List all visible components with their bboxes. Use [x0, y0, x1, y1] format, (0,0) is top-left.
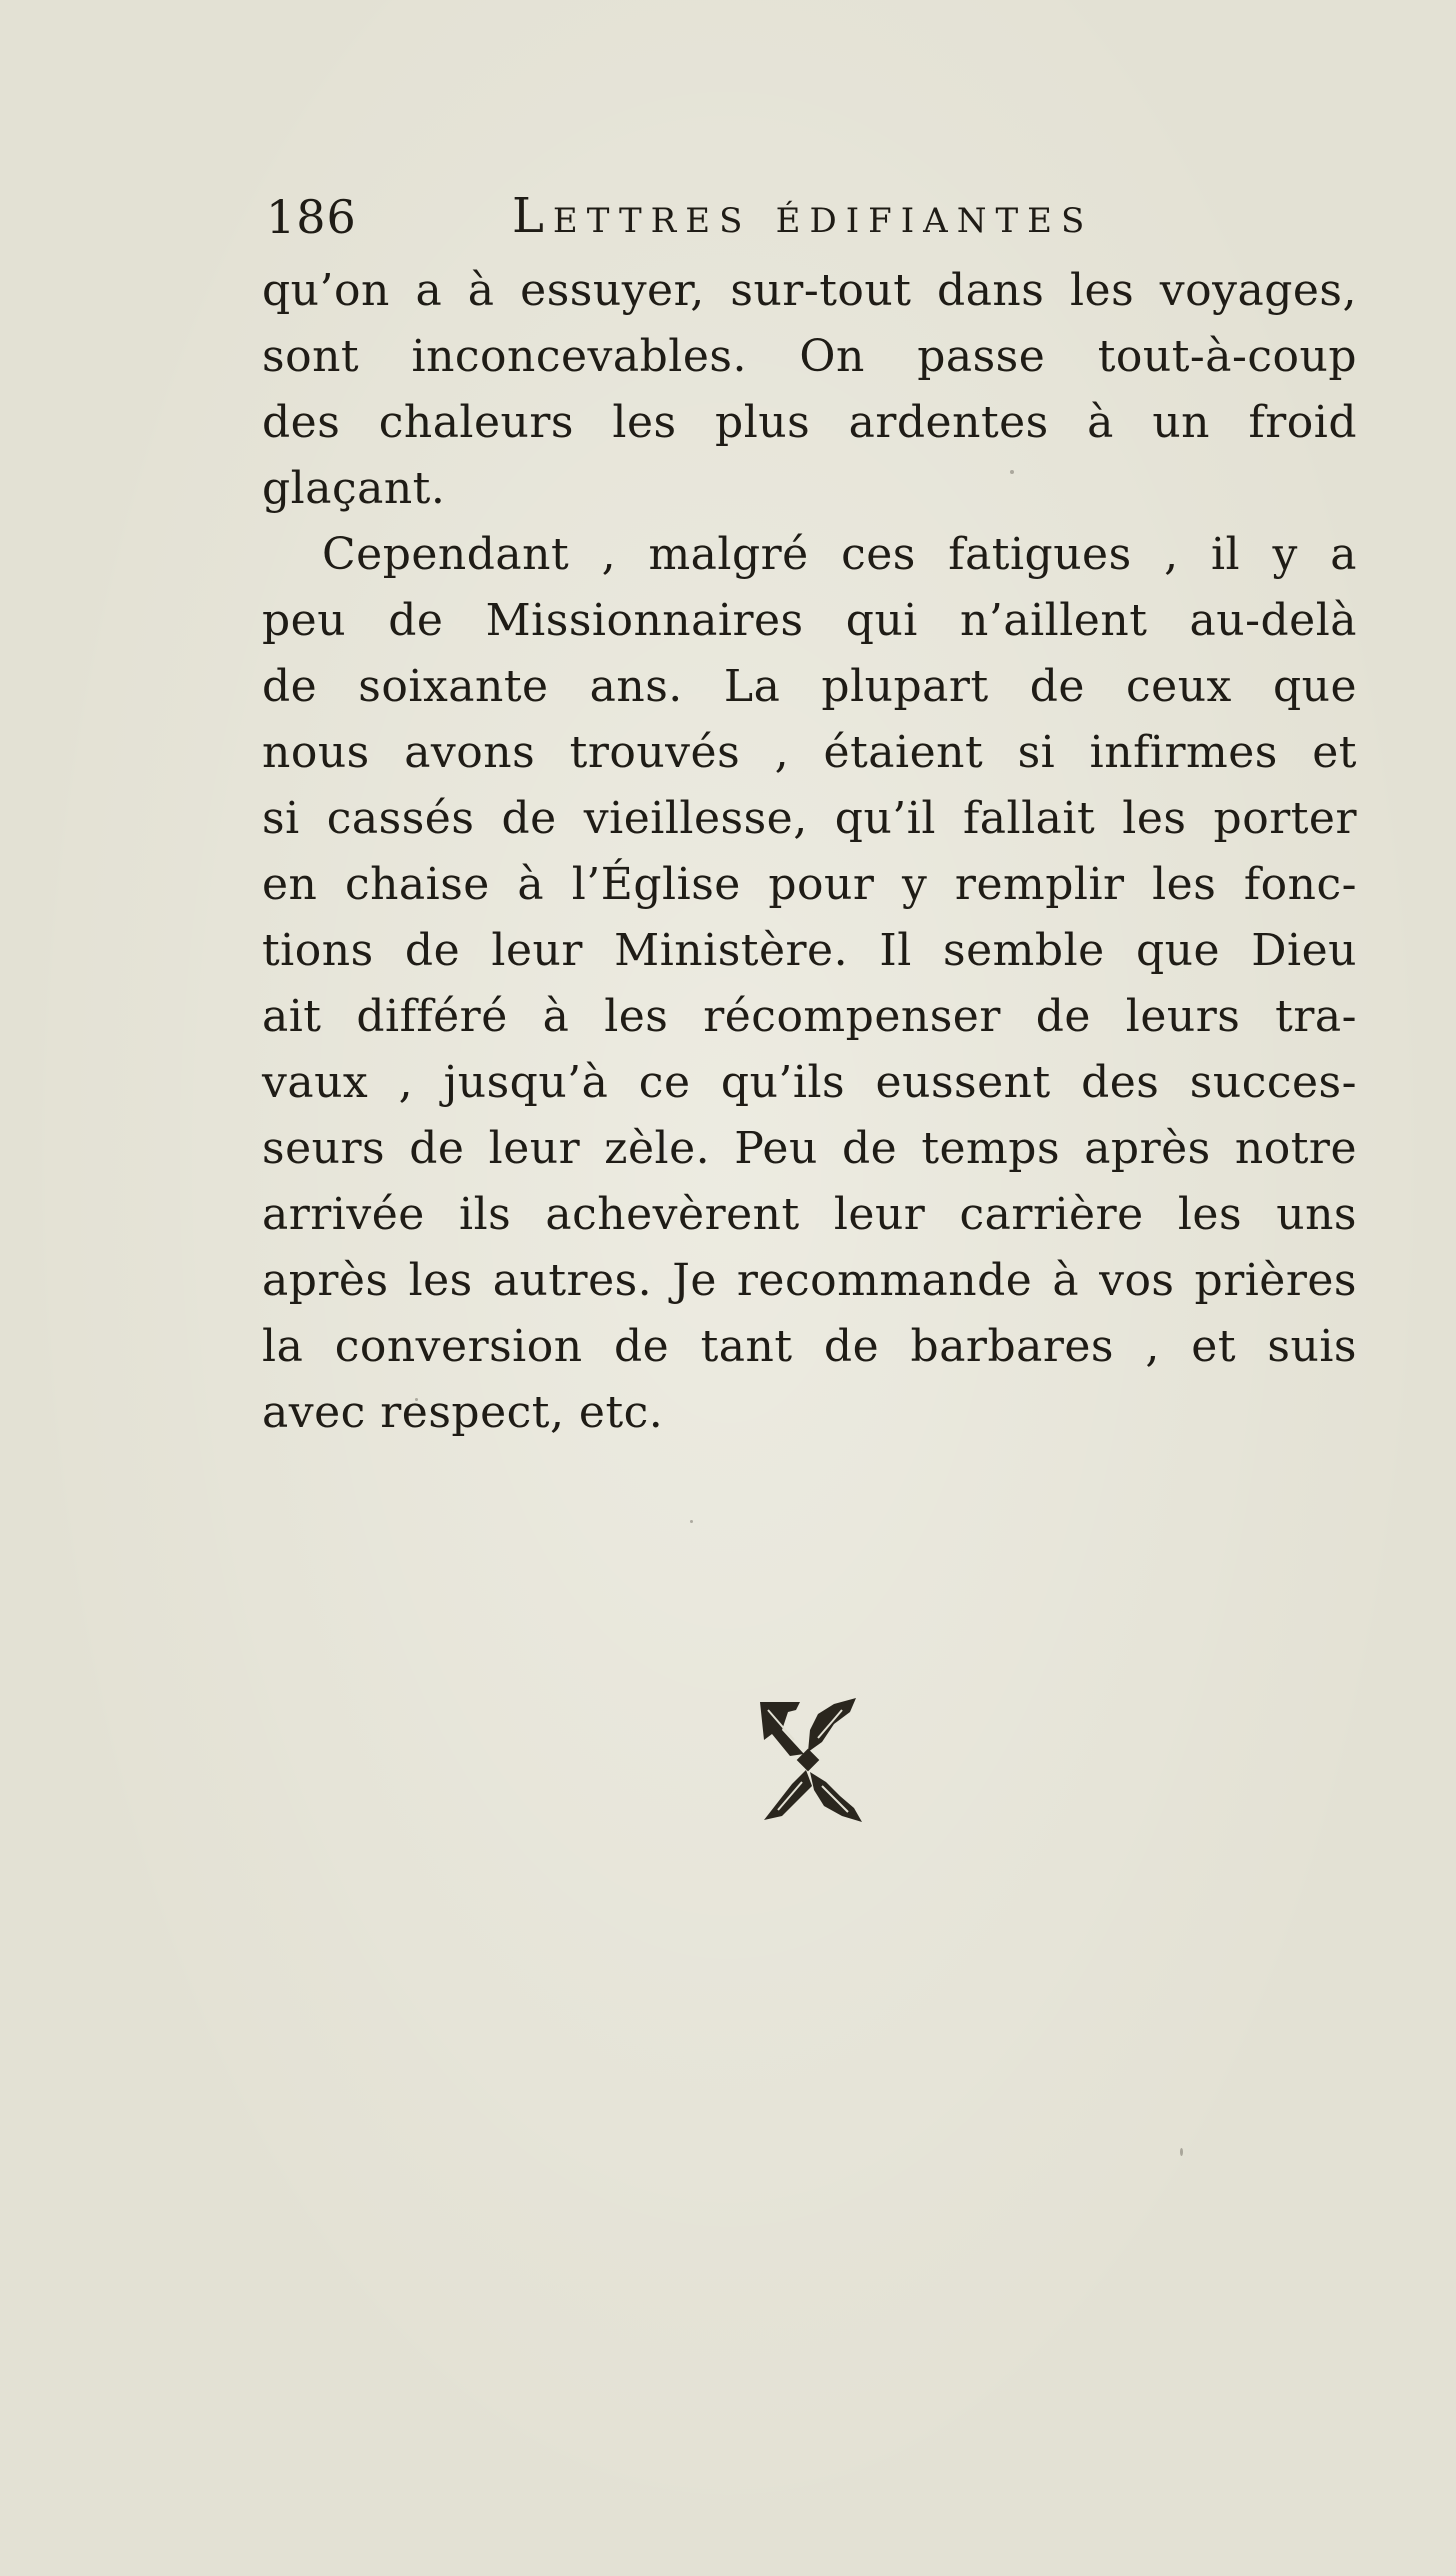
- running-title: Lettres édifiantes: [512, 188, 1094, 244]
- body-text: [262, 258, 1357, 1446]
- text-line: glaçant.: [262, 463, 446, 514]
- text-line: seurs de leur zèle. Peu de temps après notre: [262, 1123, 1357, 1174]
- page-number: 186: [266, 190, 357, 244]
- text-line: tions de leur Ministère. Il semble que Dieu: [262, 925, 1357, 976]
- paper-speck: [1010, 470, 1014, 474]
- text-line: sont inconcevables. On passe tout-à-coup: [262, 331, 1357, 382]
- text-line: si cassés de vieillesse, qu’il fallait les porter: [262, 793, 1357, 844]
- text-line: en chaise à l’Église pour y remplir les fonc-: [262, 859, 1357, 910]
- text-line: de soixante ans. La plupart de ceux que: [262, 661, 1357, 712]
- text-line: avec respect, etc.: [262, 1387, 664, 1438]
- paragraph-start-line: Cependant , malgré ces fatigues , il y a: [322, 529, 1357, 580]
- text-line: ait différé à les récompenser de leurs tra-: [262, 991, 1357, 1042]
- text-line: arrivée ils achevèrent leur carrière les uns: [262, 1189, 1357, 1240]
- text-line: des chaleurs les plus ardentes à un froid: [262, 397, 1357, 448]
- text-line: la conversion de tant de barbares , et suis: [262, 1321, 1357, 1372]
- text-line: qu’on a à essuyer, sur-tout dans les voyages,: [262, 265, 1357, 316]
- running-head: [262, 190, 1262, 250]
- text-line: nous avons trouvés , étaient si infirmes et: [262, 727, 1357, 778]
- fleuron-ornament-icon: [738, 1690, 878, 1830]
- paper-speck: [690, 1520, 693, 1523]
- text-line: après les autres. Je recommande à vos prières: [262, 1255, 1357, 1306]
- paper-speck: [1180, 2148, 1183, 2156]
- text-line: peu de Missionnaires qui n’aillent au-delà: [262, 595, 1357, 646]
- text-line: vaux , jusqu’à ce qu’ils eussent des succes-: [262, 1057, 1357, 1108]
- paper-speck: [415, 1398, 418, 1401]
